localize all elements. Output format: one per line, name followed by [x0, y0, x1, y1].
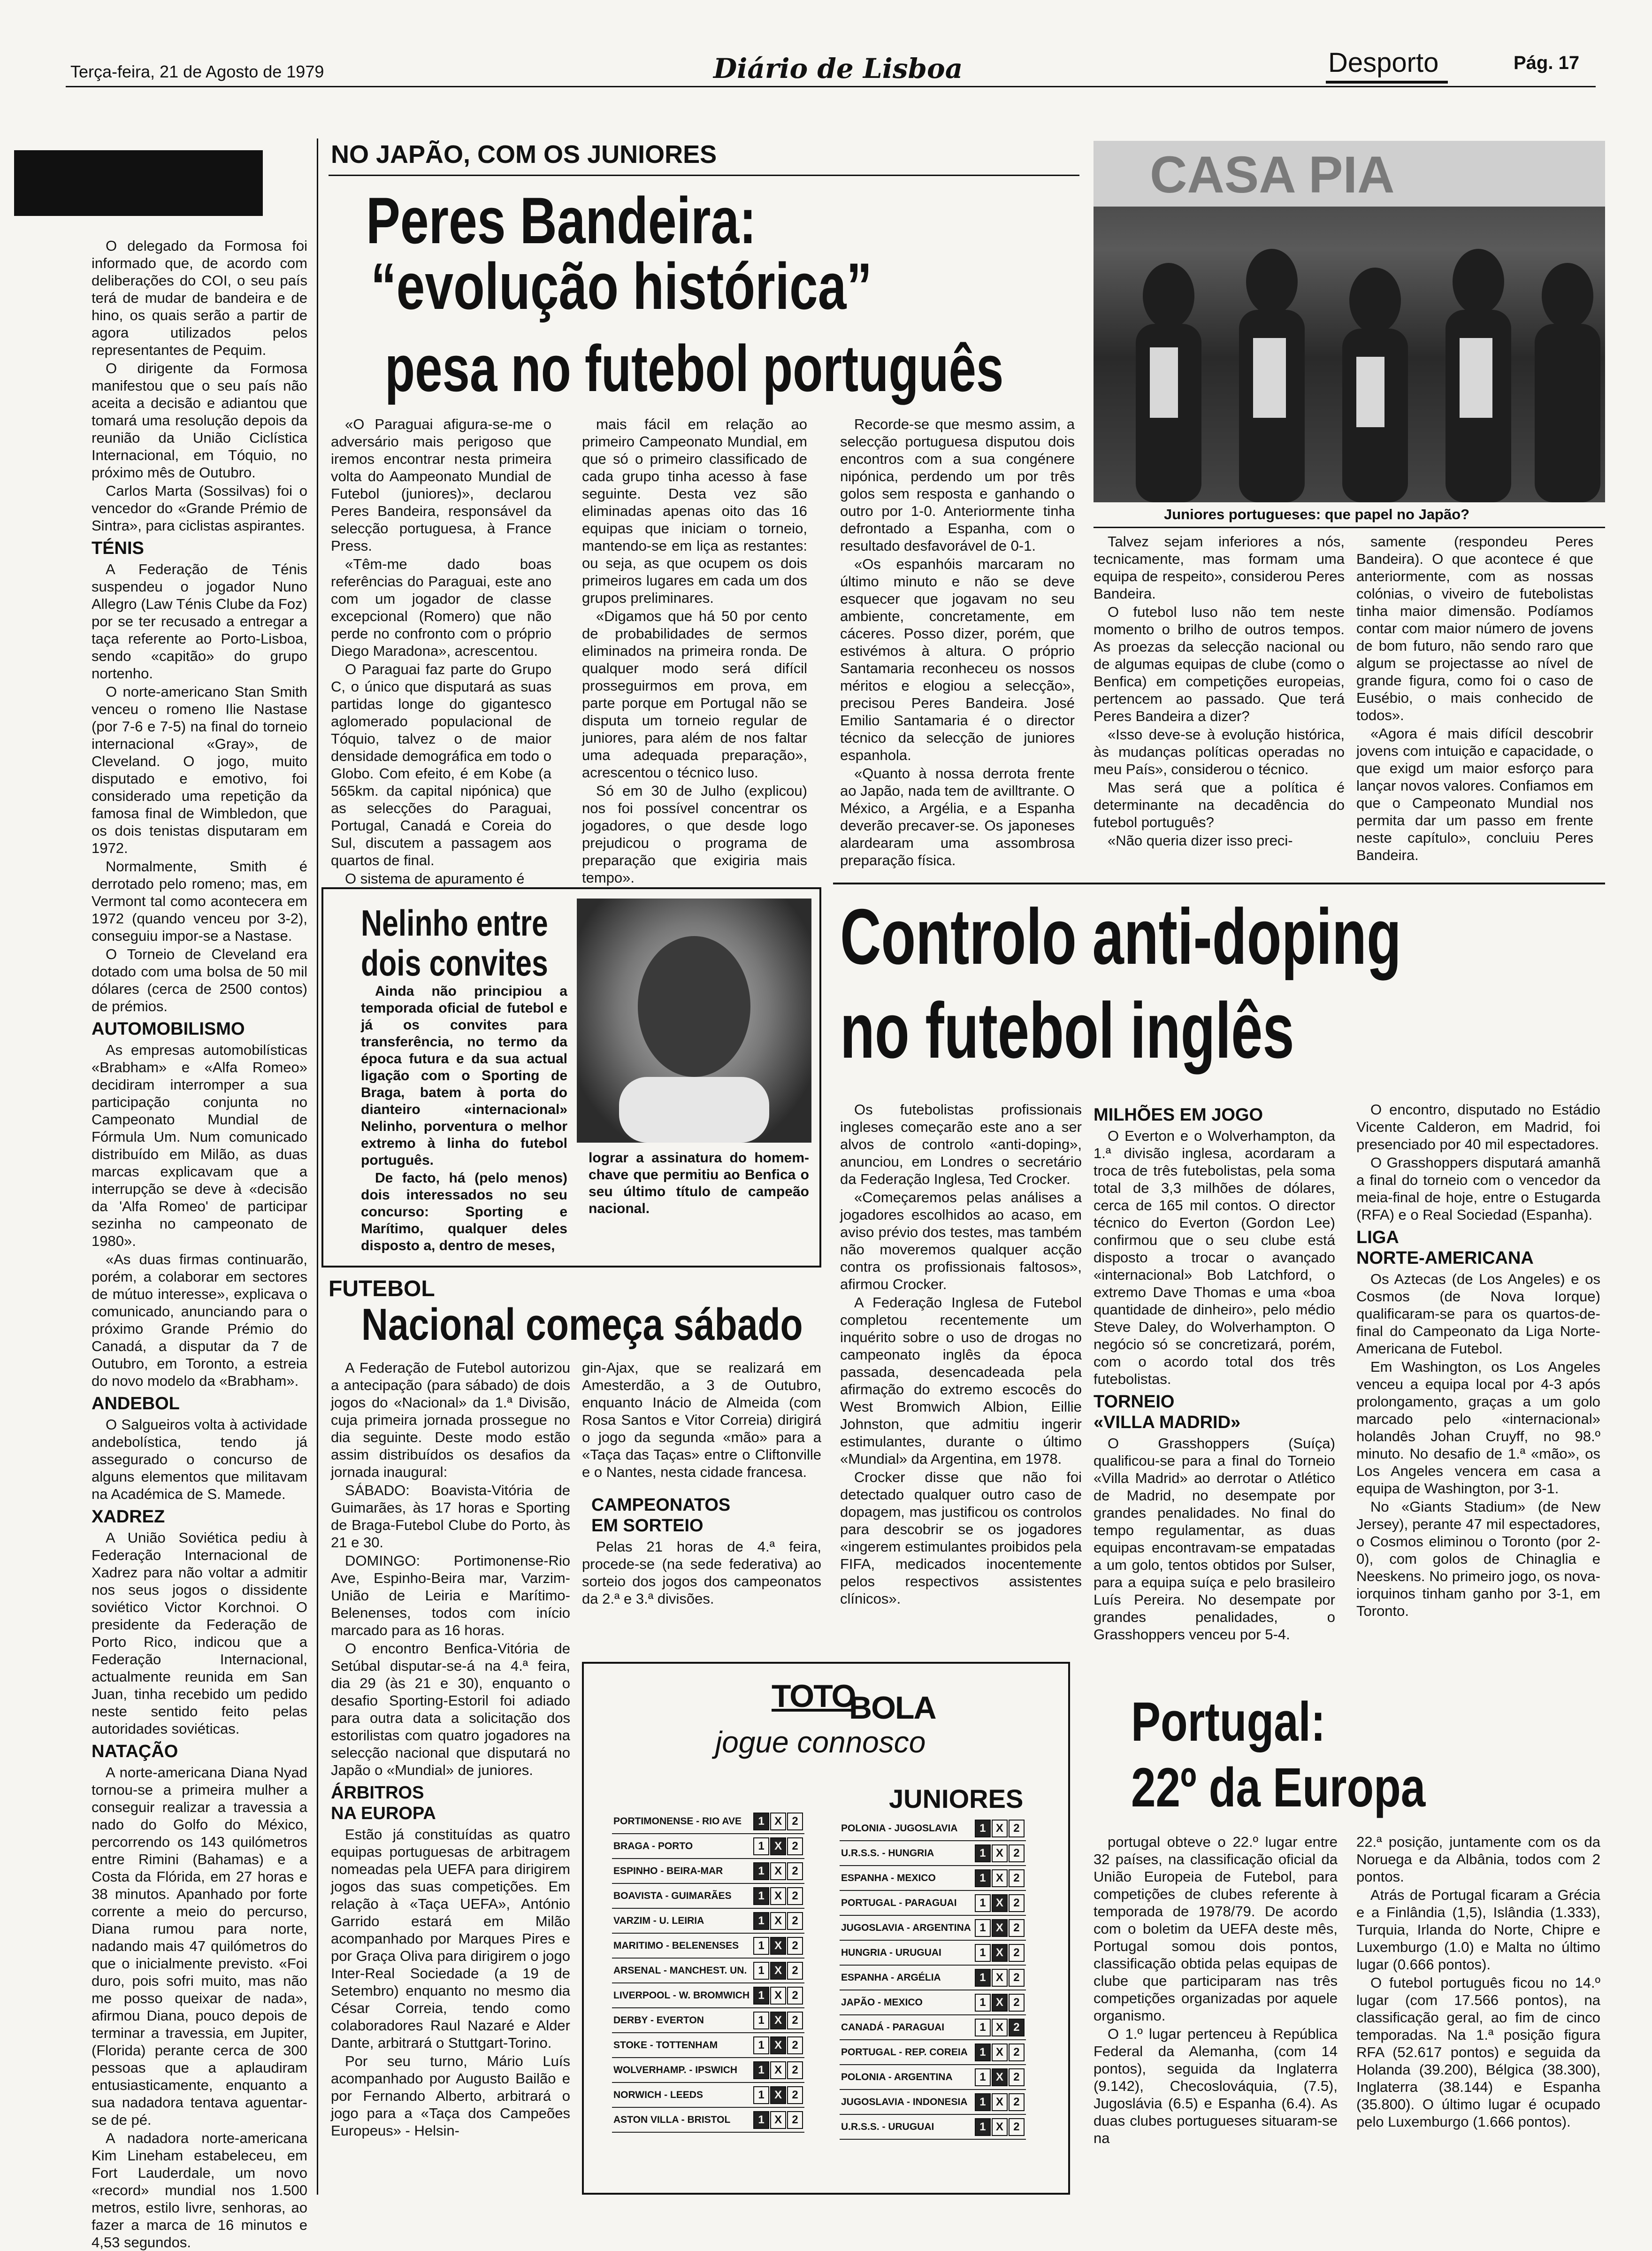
totobola-box-2[interactable]: 2 [1009, 1869, 1025, 1887]
nelinho-headline-line2: dois convites [361, 942, 548, 983]
article-paragraph: O sistema de apuramento é [345, 870, 525, 887]
sidebar-paragraph: O Salgueiros volta à actividade andebolística, tendo já assegurado o concurso de alguns elementos que militavam na Académica de S. Mamede. [92, 1416, 307, 1502]
totobola-box-2[interactable]: 2 [787, 2012, 803, 2029]
nelinho-box [321, 887, 821, 1268]
totobola-box-2[interactable]: 2 [1009, 1944, 1025, 1962]
totobola-box-x[interactable]: X [770, 1862, 786, 1880]
totobola-box-2[interactable]: 2 [787, 1987, 803, 2005]
totobola-title-bola: BOLA [849, 1690, 936, 1726]
sidebar-paragraph: O norte-americano Stan Smith venceu o romeno Ilie Nastase (por 7-6 e 7-5) na final do torneio internacional «Gray», de Cleveland. O jogo, muito disputado e emotivo, foi considerado uma repetição da famosa final de Wimbledon, que os dois tenistas disputaram em 1972. [92, 684, 307, 856]
nacional-column-1 [331, 1359, 570, 2192]
totobola-box-x[interactable]: X [992, 1844, 1008, 1862]
peres-headline-line1: Peres Bandeira: [366, 184, 757, 257]
nacional-column-2 [582, 1359, 821, 1659]
totobola-box-1[interactable]: 1 [753, 1962, 769, 1980]
portrait-silhouette [577, 899, 811, 1143]
torneio-line2: «VILLA MADRID» [1094, 1413, 1241, 1432]
totobola-row [840, 2015, 1026, 2040]
header-date: Terça-feira, 21 de Agosto de 1979 [70, 62, 324, 81]
totobola-box-x[interactable]: X [992, 1894, 1008, 1912]
article-paragraph: O 1.º lugar pertenceu à República Federal da Alemanha, (com 14 pontos), seguida da Inglaterra (9.142), Checoslováquia, (7.5), Jugoslávia (6.5) e Espanha (6.4). As duas clubes portugueses situaram-se na [1094, 2026, 1338, 2146]
totobola-box-x[interactable]: X [770, 1912, 786, 1930]
section-underline [1326, 81, 1448, 84]
sidebar-paragraph: A norte-americana Diana Nyad tornou-se a primeira mulher a conseguir realizar a travessia a nado do Golfo do México, percorrendo os 143 quilómetros entre Rimini (Bahamas) e a Costa da Flórida, em 27 horas e 38 minutos. Apanhado por forte corrente a meio do percurso, Diana rumou para norte, nadando mais 47 quilómetros do que o inicialmente previsto. «Foi duro, pois sofri muito, mas não me posso queixar de nada», afirmou Diana, pouco depois de terminar a travessia, em Jupiter, (Florida) perante cerca de 300 pessoas que a aplaudiram entusiasticamente, enquanto a sua nadadora tentava aguentar-se de pé. [92, 1764, 307, 2128]
totobola-box-x[interactable]: X [770, 2036, 786, 2054]
article-paragraph: Os futebolistas profissionais ingleses começarão este ano a ser alvos de controlo «anti-doping», anunciou, em Londres o secretário da Federação Inglesa, Ted Crocker. [840, 1101, 1082, 1187]
totobola-box-x[interactable]: X [992, 2118, 1008, 2136]
article-paragraph: A Federação de Futebol autorizou a antecipação (para sábado) de dois jogos do «Nacional» da 1.ª Divisão, cuja primeira jornada prossegue no dia seguinte. Deste modo estão assim distribuídos os desafios da jornada inaugural: [331, 1360, 570, 1480]
article-paragraph: A Federação Inglesa de Futebol completou recentemente um inquérito sobre o uso de drogas no campeonato inglês da época passada, desencadeada pela afirmação do extremo escocês do West Bromwich Albion, Eillie Johnston, que admitiu ingerir estimulantes, durante o último «Mundial» da Argentina, em 1978. [840, 1294, 1082, 1467]
totobola-box-1[interactable]: 1 [753, 1813, 769, 1830]
article-paragraph: mais fácil em relação ao primeiro Campeonato Mundial, em que só o primeiro classificado de cada grupo tinha acesso à fase seguinte. Desta vez são eliminadas apenas oito das 16 equipas que iniciam o torneio, mantendo-se em liça as restantes: ou seja, as que ocupem os dois primeiros lugares em cada um dos grupos preliminares. [582, 416, 807, 606]
totobola-box-2[interactable]: 2 [787, 2036, 803, 2054]
totobola-match: PORTUGAL - REP. COREIA [840, 2040, 972, 2065]
totobola-row [840, 1816, 1026, 1841]
totobola-box-x[interactable]: X [770, 2012, 786, 2029]
article-paragraph: «Digamos que há 50 por cento de probabilidades de sermos eliminados na primeira ronda. De qualquer modo será difícil prosseguirmos em prova, em parte porque em Portugal não se disputa um torneio regular de juniores, para além de nos faltar uma adequada preparação», acrescentou o técnico luso. [582, 608, 807, 781]
article-paragraph: «Isso deve-se à evolução histórica, às mudanças políticas operadas no meu País», considerou o técnico. [1094, 726, 1345, 777]
section-heading-liga [1356, 1227, 1600, 1268]
totobola-box-1[interactable]: 1 [975, 2118, 991, 2136]
sidebar-paragraph: As empresas automobilísticas «Brabham» e «Alfa Romeo» decidiram interromper a sua participação conjunta no Campeonato Mundial de Fórmula Um. Num comunicado distribuído em Milão, as duas marcas explicavam que a interrupção se deve à «decisão da 'Alfa Romeo' de participar sezinha no campeonato de 1980». [92, 1042, 307, 1249]
totobola-box-2[interactable]: 2 [787, 1862, 803, 1880]
article-paragraph: «Têm-me dado boas referências do Paraguai, este ano com um jogador de classe excepcional (Romero) que não perde no confronto com o próprio Diego Maradona», acrescentou. [331, 556, 551, 659]
totobola-box-2[interactable]: 2 [787, 1887, 803, 1905]
section-heading-torneio [1094, 1391, 1335, 1433]
totobola-box-1[interactable]: 1 [975, 2068, 991, 2086]
totobola-match: STOKE - TOTTENHAM [612, 2033, 751, 2058]
totobola-row [840, 1841, 1026, 1866]
totobola-box-2[interactable]: 2 [787, 1962, 803, 1980]
totobola-box-x[interactable]: X [992, 1869, 1008, 1887]
totobola-box-1[interactable]: 1 [975, 2093, 991, 2111]
team-photo-figures [1094, 141, 1605, 502]
totobola-match: ARSENAL - MANCHEST. UN. [612, 1958, 751, 1983]
totobola-box-x[interactable]: X [992, 2044, 1008, 2061]
totobola-choices [751, 2082, 804, 2107]
totobola-choices [972, 2090, 1026, 2114]
totobola-match: PORTUGAL - PARAGUAI [840, 1890, 972, 1915]
totobola-row [612, 1809, 804, 1834]
totobola-box-2[interactable]: 2 [1009, 2044, 1025, 2061]
totobola-row [612, 2058, 804, 2082]
peres-headline-line3: pesa no futebol português [385, 331, 1004, 405]
totobola-row [840, 2114, 1026, 2139]
totobola-box-1[interactable]: 1 [753, 2111, 769, 2129]
totobola-box-2[interactable]: 2 [1009, 2118, 1025, 2136]
totobola-left-table [612, 1809, 804, 2133]
europa-headline-line2: 22º da Europa [1131, 1757, 1426, 1819]
totobola-match: ESPANHA - ARGÉLIA [840, 1965, 972, 1990]
totobola-box-x[interactable]: X [992, 1944, 1008, 1962]
totobola-box-2[interactable]: 2 [1009, 2068, 1025, 2086]
sidebar-logo-block [14, 150, 263, 216]
totobola-choices [751, 1908, 804, 1933]
kicker-rule [329, 175, 1079, 176]
totobola-choices [751, 2058, 804, 2082]
article-paragraph: SÁBADO: Boavista-Vitória de Guimarães, às 17 horas e Sporting de Braga-Futebol Clube do Porto, às 21 e 30. [331, 1482, 570, 1551]
torneio-line1: TORNEIO [1094, 1392, 1175, 1412]
europa-column-1 [1094, 1833, 1338, 2195]
totobola-box-x[interactable]: X [992, 1820, 1008, 1837]
totobola-match: DERBY - EVERTON [612, 2008, 751, 2033]
totobola-box-1[interactable]: 1 [975, 2044, 991, 2061]
peres-column-4 [1094, 533, 1345, 878]
totobola-match: CANADÁ - PARAGUAI [840, 2015, 972, 2040]
totobola-row [612, 1933, 804, 1958]
doping-column-1 [840, 1101, 1082, 1641]
sidebar-divider [317, 138, 318, 2195]
totobola-box-x[interactable]: X [770, 1937, 786, 1955]
sidebar-paragraph: «As duas firmas continuarão, porém, a colaborar em sectores de mútuo interesse», explicava o comunicado, anunciando para o próximo Grande Prémio do Canadá, a disputar da 7 de Outubro, em Toronto, a estreia do novo modelo da «Brabham». [92, 1251, 307, 1389]
peres-column-2 [582, 415, 807, 886]
totobola-choices [972, 2015, 1026, 2040]
article-paragraph: Estão já constituídas as quatro equipas portuguesas de arbitragem nomeadas pela UEFA para dirigirem jogos das suas competições. Em relação à «Taça UEFA», António Garrido estará em Milão acompanhado por Marques Pires e por Graça Oliva para dirigirem o jogo Inter-Real Sociedade (a 19 de Setembro) enquanto no mesmo dia César Correia, tendo como colaboradores Raul Nazaré e Alder Dante, arbitrará o Stuttgart-Torino. [331, 1826, 570, 2051]
totobola-box-2[interactable]: 2 [1009, 2019, 1025, 2036]
sidebar-paragraph: A nadadora norte-americana Kim Lineham estabeleceu, em Fort Lauderdale, um novo «record» mundial nos 1.500 metros, estilo livre, senhoras, ao fazer a marca de 16 minutos e 4,53 segundos. [92, 2130, 307, 2251]
totobola-box-2[interactable]: 2 [787, 2061, 803, 2079]
totobola-box-2[interactable]: 2 [1009, 1820, 1025, 1837]
totobola-match: U.R.S.S. - URUGUAI [840, 2114, 972, 2139]
article-paragraph: Crocker disse que não foi detectado qualquer outro caso de dopagem, mas justificou os controlos para descobrir se os jogadores «ingerem estimulantes proibidos pela FIFA, medicados inocentemente pelos respectivos assistentes clínicos». [840, 1469, 1082, 1607]
totobola-box-1[interactable]: 1 [753, 1837, 769, 1855]
article-paragraph: portugal obteve o 22.º lugar entre 32 países, na classificação oficial da União Europeia de Futebol, para competições de clubes referente à temporada de 1978/79. De acordo com o boletim da UEFA deste mês, Portugal somou dois pontos, classificação obtida pelas equipas de clube que participaram nas três competições organizadas por aquele organismo. [1094, 1834, 1338, 2024]
totobola-choices [751, 1983, 804, 2008]
totobola-title-toto: TOTO [772, 1678, 856, 1714]
totobola-box-1[interactable]: 1 [753, 2061, 769, 2079]
page-header [0, 0, 1652, 89]
totobola-choices [972, 1915, 1026, 1940]
article-paragraph: Só em 30 de Julho (explicou) nos foi possível concentrar os jogadores, o que desde logo prejudicou o programa de preparação que exigiria mais tempo». [582, 783, 807, 886]
nelinho-paragraph: Ainda não principiou a temporada oficial de futebol e já os convites para transferência, no termo da época futura e da sua actual ligação com o Sporting de Braga, batem à porta do dianteiro «internacional» Nelinho, porventura o melhor extremo à linha do futebol português. [361, 983, 567, 1168]
nelinho-paragraph: De facto, há (pelo menos) dois interessados no seu concurso: Sporting e Marítimo, qualquer deles disposto a, dentro de meses, [361, 1170, 567, 1253]
totobola-row [840, 2040, 1026, 2065]
section-heading-automobilismo: AUTOMOBILISMO [92, 1019, 245, 1039]
totobola-box-x[interactable]: X [992, 2019, 1008, 2036]
totobola-choices [751, 2008, 804, 2033]
article-paragraph: O Grasshoppers disputará amanhã a final do torneio com o vencedor da meia-final de hoje, entre o Estugarda (RFA) e o Real Sociedad (Espanha). [1356, 1154, 1600, 1223]
peres-column-5 [1356, 533, 1593, 878]
page-number: Pág. 17 [1514, 53, 1580, 73]
totobola-choices [751, 1859, 804, 1883]
campeonatos-line2: EM SORTEIO [591, 1516, 704, 1536]
totobola-box-x[interactable]: X [992, 1969, 1008, 1987]
juniores-team-photo [1094, 141, 1605, 502]
totobola-row [612, 1859, 804, 1883]
totobola-right-table [840, 1816, 1026, 2140]
totobola-box-x[interactable]: X [992, 2068, 1008, 2086]
section-name: Desporto [1328, 47, 1439, 78]
totobola-row [840, 2065, 1026, 2090]
totobola-box-1[interactable]: 1 [975, 1919, 991, 1937]
article-paragraph: Recorde-se que mesmo assim, a selecção portuguesa disputou dois encontros com a sua congénere nipónica, perdendo um por três golos sem resposta e ganhando o outro por 1-0. Anteriormente tinha defrontado a Espanha, com o resultado desfavorável de 0-1. [840, 416, 1075, 554]
totobola-box-1[interactable]: 1 [975, 1844, 991, 1862]
liga-line2: NORTE-AMERICANA [1356, 1248, 1534, 1268]
article-paragraph: O Everton e o Wolverhampton, da 1.ª divisão inglesa, acordaram a troca de três futebolistas, pela soma total de 3,3 milhões de dólares, cerca de 165 mil contos. O director técnico do Everton (Gordon Lee) confirmou que o seu clube está disposto a trocar o avançado «internacional» Bob Latchford, o extremo Dave Thomas e uma «boa quantidade de dinheiro», pelo médio Steve Daley, do Wolverhampton. O negócio só se concretizará, porém, com o acordo total dos três futebolistas. [1094, 1128, 1335, 1387]
doping-headline-line2: no futebol inglês [840, 986, 1294, 1075]
section-heading-andebol: ANDEBOL [92, 1394, 180, 1414]
peres-bottom-rule [833, 883, 1605, 884]
doping-headline-line1: Controlo anti-doping [840, 892, 1401, 981]
totobola-box-1[interactable]: 1 [975, 1869, 991, 1887]
totobola-box-2[interactable]: 2 [1009, 1894, 1025, 1912]
masthead: Diário de Lisboa [713, 53, 963, 85]
article-paragraph: Mas será que a política é determinante na decadência do futebol português? [1094, 779, 1345, 830]
doping-column-3 [1356, 1101, 1600, 1697]
totobola-match: HUNGRIA - URUGUAI [840, 1940, 972, 1965]
totobola-box-1[interactable]: 1 [753, 1912, 769, 1930]
totobola-choices [972, 1866, 1026, 1890]
totobola-choices [751, 1883, 804, 1908]
caption-rule [1094, 527, 1605, 528]
article-paragraph: DOMINGO: Portimonense-Rio Ave, Espinho-Beira mar, Varzim-União de Leiria e Marítimo-Belenenses, todos com início marcado para as 16 horas. [331, 1552, 570, 1638]
article-paragraph: «Quanto à nossa derrota frente ao Japão, nada tem de avilltrante. O México, a Argélia, e a Espanha deverão precaver-se. Os japoneses alardearam uma assombrosa preparação física. [840, 765, 1075, 868]
totobola-juniores-label: JUNIORES [889, 1784, 1024, 1813]
totobola-match: ASTON VILLA - BRISTOL [612, 2107, 751, 2132]
totobola-choices [972, 2040, 1026, 2065]
totobola-box-x[interactable]: X [770, 1987, 786, 2005]
nacional-kicker: FUTEBOL [329, 1276, 435, 1301]
totobola-box-2[interactable]: 2 [1009, 1844, 1025, 1862]
totobola-choices [972, 1965, 1026, 1990]
totobola-box-2[interactable]: 2 [787, 1813, 803, 1830]
totobola-box-2[interactable]: 2 [787, 1912, 803, 1930]
article-paragraph: Atrás de Portugal ficaram a Grécia e a Finlândia (1,5), Islândia (1.333), Turquia, Irlanda do Norte, Chipre e Luxemburgo (1.0) e Malta no último lugar (0.666 pontos). [1356, 1887, 1600, 1973]
nelinho-text-column [361, 983, 567, 1260]
totobola-choices [751, 1958, 804, 1983]
totobola-box-x[interactable]: X [992, 1994, 1008, 2012]
totobola-left-list [612, 1809, 833, 2133]
totobola-row [840, 1965, 1026, 1990]
totobola-match: POLONIA - ARGENTINA [840, 2065, 972, 2090]
totobola-match: ESPINHO - BEIRA-MAR [612, 1859, 751, 1883]
totobola-box-x[interactable]: X [770, 1962, 786, 1980]
article-paragraph: Os Aztecas (de Los Angeles) e os Cosmos (de Nova Iorque) qualificaram-se para os quartos-de-final do Campeonato da Liga Norte-Americana de Futebol. [1356, 1271, 1600, 1357]
totobola-row [612, 1908, 804, 1933]
totobola-match: BRAGA - PORTO [612, 1834, 751, 1859]
totobola-match: JUGOSLAVIA - ARGENTINA [840, 1915, 972, 1940]
totobola-choices [751, 1834, 804, 1859]
section-heading-tenis: TÉNIS [92, 538, 144, 558]
totobola-match: JUGOSLAVIA - INDONESIA [840, 2090, 972, 2114]
totobola-row [840, 1990, 1026, 2015]
totobola-choices [972, 2114, 1026, 2139]
totobola-box-2[interactable]: 2 [1009, 1994, 1025, 2012]
totobola-row [840, 2090, 1026, 2114]
section-heading-xadrez: XADREZ [92, 1507, 165, 1527]
totobola-row [612, 2082, 804, 2107]
section-heading-campeonatos [591, 1495, 821, 1536]
article-paragraph: Talvez sejam inferiores a nós, tecnicamente, mas formam uma equipa de respeito», considerou Peres Bandeira. [1094, 533, 1345, 602]
peres-headline-line2: “evolução histórica” [371, 249, 872, 323]
totobola-row [612, 1958, 804, 1983]
article-paragraph: «Não queria dizer isso preci- [1108, 832, 1293, 849]
article-paragraph: O Paraguai faz parte do Grupo C, o único que disputará as suas partidas longe do gigantesco aglomerado populacional de Tóquio, talvez o de maior densidade demográfica em todo o Globo. Com efeito, é em Kobe (a 565km. da capital nipónica) que as selecções do Paraguai, Portugal, Canadá e Coreia do Sul, discutem a passagem aos quartos de final. [331, 661, 551, 868]
totobola-box-2[interactable]: 2 [1009, 2093, 1025, 2111]
nelinho-headline-line1: Nelinho entre [361, 902, 548, 944]
totobola-match: U.R.S.S. - HUNGRIA [840, 1841, 972, 1866]
article-paragraph: «Começaremos pelas análises a jogadores escolhidos ao acaso, em aviso prévio dos testes, mas também não moveremos qualquer acção contra os profissionais faltosos», afirmou Crocker. [840, 1189, 1082, 1292]
totobola-box-x[interactable]: X [770, 1813, 786, 1830]
sidebar-paragraph: O dirigente da Formosa manifestou que o seu país não aceita a decisão e adiantou que tomará uma resolução depois da reunião da União Ciclística Internacional, em Tóquio, no próximo mês de Outubro. [92, 360, 307, 481]
totobola-choices [751, 2033, 804, 2058]
totobola-box-x[interactable]: X [770, 2086, 786, 2104]
totobola-match: PORTIMONENSE - RIO AVE [612, 1809, 751, 1834]
arbitros-line1: ÁRBITROS [331, 1783, 424, 1803]
totobola-box-x[interactable]: X [992, 1919, 1008, 1937]
totobola-choices [751, 1933, 804, 1958]
totobola-box-x[interactable]: X [770, 2111, 786, 2129]
totobola-box-x[interactable]: X [770, 1887, 786, 1905]
totobola-tagline: jogue connosco [715, 1725, 926, 1759]
totobola-box-1[interactable]: 1 [753, 2012, 769, 2029]
totobola-box-2[interactable]: 2 [787, 1937, 803, 1955]
article-paragraph: O encontro Benfica-Vitória de Setúbal disputar-se-á na 4.ª feira, dia 29 (às 21 e 30), enquanto o desafio Sporting-Estoril foi adiado para outra data a solicitação dos estorilistas com quatro jogadores na selecção nacional que disputará no Japão o «Mundial» de juniores. [331, 1640, 570, 1778]
totobola-match: NORWICH - LEEDS [612, 2082, 751, 2107]
totobola-row [612, 1883, 804, 1908]
nelinho-text-continued [589, 1150, 809, 1258]
totobola-box-1[interactable]: 1 [753, 1937, 769, 1955]
sidebar-paragraph: Carlos Marta (Sossilvas) foi o vencedor do «Grande Prémio de Sintra», para ciclistas aspirantes. [92, 483, 307, 534]
peres-kicker: NO JAPÃO, COM OS JUNIORES [331, 140, 717, 169]
totobola-choices [972, 1990, 1026, 2015]
totobola-choices [972, 1816, 1026, 1841]
totobola-box-2[interactable]: 2 [787, 1837, 803, 1855]
totobola-match: WOLVERHAMP. - IPSWICH [612, 2058, 751, 2082]
totobola-match: MARITIMO - BELENENSES [612, 1933, 751, 1958]
sidebar-paragraph: A Federação de Ténis suspendeu o jogador Nuno Allegro (Law Ténis Clube da Foz) por se ter recusado a entregar a taça referente ao Porto-Lisboa, sendo «capitão» do grupo nortenho. [92, 561, 307, 682]
article-paragraph: No «Giants Stadium» (de New Jersey), perante 47 mil espectadores, o Cosmos eliminou o Toronto (por 2-0), com golos de Chinaglia e Neeskens. No primeiro jogo, os nova-iorquinos tinham ganho por 3-1, em Toronto. [1356, 1498, 1600, 1619]
sidebar-paragraph: O Torneio de Cleveland era dotado com uma bolsa de 50 mil dólares (cerca de 2500 contos) de prémios. [92, 946, 307, 1014]
totobola-row [840, 1890, 1026, 1915]
sidebar-paragraph: A União Soviética pediu à Federação Internacional de Xadrez para não voltar a admitir nos seus jogos o dissidente soviético Victor Korchnoi. O presidente da Federação de Porto Rico, indicou que a Federação Internacional, actualmente reunida em San Juan, tinha recebido um pedido neste sentido feito pelas autoridades soviéticas. [92, 1529, 307, 1737]
totobola-choices [751, 1809, 804, 1834]
peres-column-1 [331, 415, 551, 887]
totobola-choices [972, 1841, 1026, 1866]
article-paragraph: Em Washington, os Los Angeles venceu a equipa local por 4-3 após prolongamento, graças a um golo marcado pelo «internacional» holandês Johan Cruyff, no 98.º minuto. No desafio de 1.ª «mão», os Los Angeles vencera em casa a equipa de Washington, por 3-1. [1356, 1359, 1600, 1497]
totobola-box-2[interactable]: 2 [787, 2111, 803, 2129]
doping-column-2 [1094, 1101, 1335, 1697]
totobola-box-x[interactable]: X [770, 2061, 786, 2079]
totobola-match: VARZIM - U. LEIRIA [612, 1908, 751, 1933]
totobola-box-2[interactable]: 2 [1009, 1969, 1025, 1987]
totobola-match: JAPÃO - MEXICO [840, 1990, 972, 2015]
article-paragraph: 22.ª posição, juntamente com os da Noruega e da Albânia, todos com 2 pontos. [1356, 1834, 1600, 1885]
article-paragraph: «O Paraguai afigura-se-me o adversário mais perigoso que iremos encontrar nesta primeira volta do Aampeonato Mundial de Futebol (juniores)», declarou Peres Bandeira, responsável da selecção portuguesa, à France Press. [331, 416, 551, 554]
totobola-box-1[interactable]: 1 [753, 2036, 769, 2054]
totobola-match: ESPANHA - MEXICO [840, 1866, 972, 1890]
article-paragraph: O futebol português ficou no 14.º lugar (com 17.566 pontos), na classificação geral, ao fim de cinco temporadas. Na 1.ª posição figura RFA (52.617 pontos) e seguida da Holanda (39.200), Bélgica (38.300), Inglaterra (38.144) e Espanha (35.800). O último lugar é ocupado pelo Luxemburgo (1.666 pontos). [1356, 1974, 1600, 2130]
totobola-box [582, 1662, 1070, 2195]
sidebar-paragraph: Normalmente, Smith é derrotado pelo romeno; mas, em Vermont tal como acontecera em 1972 (quando venceu por 3-2), conseguiu impor-se a Nastase. [92, 858, 307, 944]
sidebar-paragraph: O delegado da Formosa foi informado que, de acordo com deliberações do COI, o seu país terá de mudar de bandeira e de hino, os quais serão a partir de agora utilizados pelos representantes de Pequim. [92, 238, 307, 358]
totobola-box-x[interactable]: X [770, 1837, 786, 1855]
totobola-box-1[interactable]: 1 [975, 1820, 991, 1837]
photo-caption: Juniores portugueses: que papel no Japão? [1164, 506, 1470, 522]
europa-column-2 [1356, 1833, 1600, 2195]
totobola-row [840, 1866, 1026, 1890]
article-paragraph: O futebol luso não tem neste momento o brilho de outros tempos. As proezas da selecção nacional ou de algumas equipas de clube (como o Benfica) em competições europeias, pertencem ao passado. Que terá Peres Bandeira a dizer? [1094, 604, 1345, 724]
nelinho-paragraph: lograr a assinatura do homem-chave que permitiu ao Benfica o seu último título de campeão nacional. [589, 1150, 809, 1216]
totobola-match: BOAVISTA - GUIMARÃES [612, 1883, 751, 1908]
header-rule [66, 86, 1596, 87]
totobola-right-list [840, 1816, 1060, 2140]
article-paragraph: «Os espanhóis marcaram no último minuto e não se deve esquecer que jogavam no seu ambiente, concretamente, em cáceres. Posso dizer, porém, que estivémos à altura. O próprio Santamaria reconheceu os nossos méritos e elogiou a selecção», precisou Peres Bandeira. José Emilio Santamaria é o director técnico da selecção de juniores espanhola. [840, 556, 1075, 763]
totobola-choices [972, 1940, 1026, 1965]
totobola-box-1[interactable]: 1 [975, 1994, 991, 2012]
article-paragraph: samente (respondeu Peres Bandeira). O que acontece é que anteriormente, com as nossas colónias, o viveiro de futebolistas tinha maior dimensão. Podíamos contar com maior número de jovens de bom futuro, não sendo raro que algum se projectasse ao nível de grande figura, como foi o caso de Eusébio, o mais conhecido de todos». [1356, 533, 1593, 723]
article-paragraph: O Grasshoppers (Suíça) qualificou-se para a final do Torneio «Villa Madrid» ao derrotar o Atlético de Madrid, no desempate por grandes penalidades. No final do tempo regulamentar, as duas equipas encontravam-se empatadas a um golo, tentos obtidos por Sulser, para a equipa suíça e pelo brasileiro Luís Pereira. No desempate por grandes penalidades, o Grasshoppers venceu por 5-4. [1094, 1435, 1335, 1643]
campeonatos-line1: CAMPEONATOS [591, 1495, 731, 1515]
totobola-box-1[interactable]: 1 [753, 1887, 769, 1905]
europa-headline-line1: Portugal: [1131, 1691, 1326, 1753]
sidebar-column [92, 237, 307, 2251]
totobola-row [840, 1940, 1026, 1965]
totobola-box-1[interactable]: 1 [975, 1894, 991, 1912]
peres-column-3 [840, 415, 1075, 880]
totobola-box-2[interactable]: 2 [1009, 1919, 1025, 1937]
totobola-row [840, 1915, 1026, 1940]
section-heading-milhoes: MILHÕES EM JOGO [1094, 1105, 1263, 1125]
totobola-match: POLONIA - JUGOSLAVIA [840, 1816, 972, 1841]
article-paragraph: O encontro, disputado no Estádio Vicente Calderon, em Madrid, foi presenciado por 40 mil espectadores. [1356, 1101, 1600, 1152]
totobola-row [612, 2033, 804, 2058]
totobola-box-2[interactable]: 2 [787, 2086, 803, 2104]
totobola-match: LIVERPOOL - W. BROMWICH [612, 1983, 751, 2008]
totobola-box-1[interactable]: 1 [975, 1944, 991, 1962]
svg-text:CASA PIA: CASA PIA [1150, 146, 1395, 204]
section-heading-natacao: NATAÇÃO [92, 1742, 178, 1761]
totobola-box-1[interactable]: 1 [975, 2019, 991, 2036]
article-paragraph: «Agora é mais difícil descobrir jovens com intuição e capacidade, o que exigd um maior esforço para lançar novos valores. Confiamos em que o Campeonato Mundial nos permita dar um passo em frente neste capítulo», concluiu Peres Bandeira. [1356, 725, 1593, 863]
article-paragraph: Por seu turno, Mário Luís acompanhado por Augusto Bailão e por Fernando Alberto, arbitrará o jogo para a «Taça dos Campeões Europeus» - Helsin- [331, 2053, 570, 2139]
totobola-box-1[interactable]: 1 [753, 2086, 769, 2104]
totobola-box-1[interactable]: 1 [753, 1987, 769, 2005]
totobola-choices [972, 1890, 1026, 1915]
totobola-choices [751, 2107, 804, 2132]
article-paragraph: Pelas 21 horas de 4.ª feira, procede-se (na sede federativa) ao sorteio dos jogos dos campeonatos da 2.ª e 3.ª divisões. [582, 1538, 821, 1607]
liga-line1: LIGA [1356, 1228, 1399, 1247]
totobola-box-1[interactable]: 1 [975, 1969, 991, 1987]
totobola-box-1[interactable]: 1 [753, 1862, 769, 1880]
article-paragraph: gin-Ajax, que se realizará em Amesterdão, a 3 de Outubro, enquanto Inácio de Almeida (com Rosa Santos e Vitor Correia) dirigirá o jogo da segunda «mão» para a «Taça das Taças» entre o Cliftonville e o Nantes, nesta cidade francesa. [582, 1360, 821, 1480]
totobola-box-x[interactable]: X [992, 2093, 1008, 2111]
totobola-row [612, 1983, 804, 2008]
totobola-row [612, 2107, 804, 2132]
totobola-choices [972, 2065, 1026, 2090]
totobola-row [612, 2008, 804, 2033]
nelinho-portrait [577, 899, 811, 1143]
totobola-row [612, 1834, 804, 1859]
section-heading-arbitros [331, 1782, 570, 1824]
arbitros-line2: NA EUROPA [331, 1804, 436, 1823]
nacional-headline: Nacional começa sábado [361, 1299, 803, 1350]
